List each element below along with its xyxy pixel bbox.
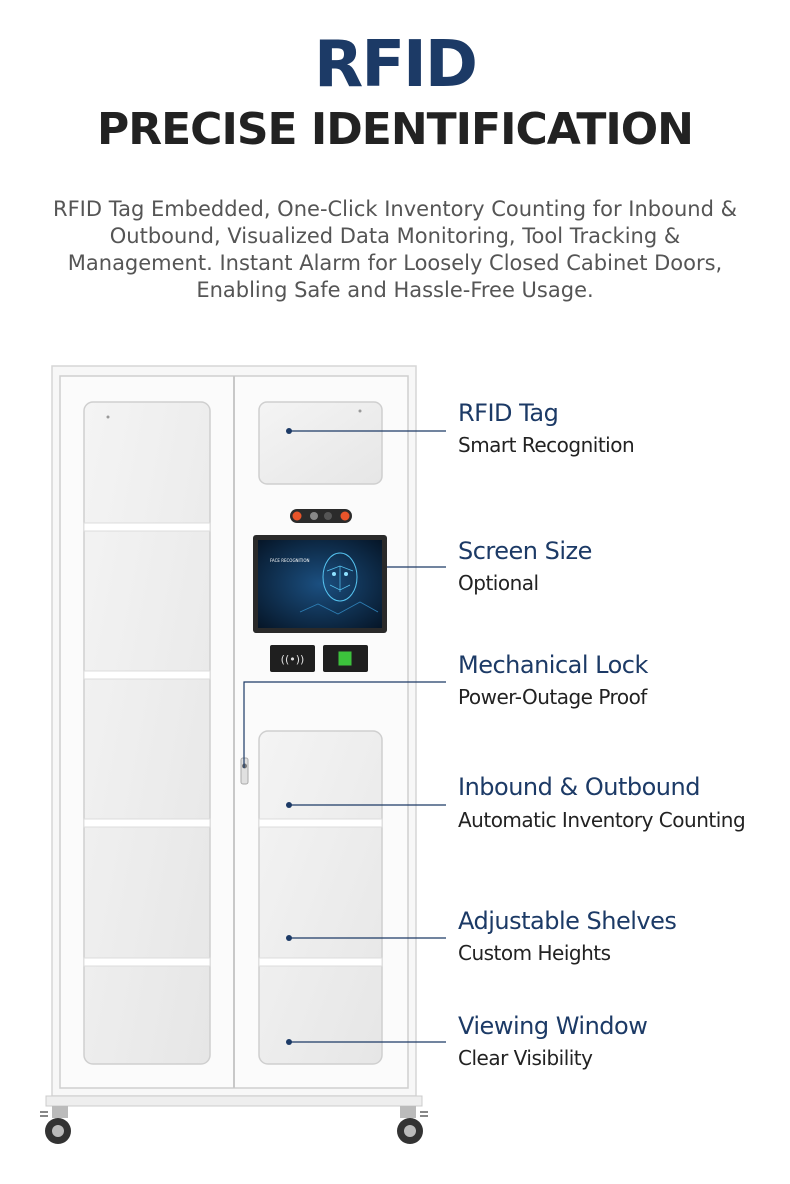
feature-title-mechanical-lock: Mechanical Lock [458, 651, 648, 679]
feature-title-screen-size: Screen Size [458, 537, 592, 565]
left-shelf [84, 523, 210, 531]
feature-title-rfid-tag: RFID Tag [458, 399, 559, 427]
feature-subtitle-mechanical-lock: Power-Outage Proof [458, 685, 647, 709]
caster-wheel-icon [40, 1106, 71, 1144]
feature-subtitle-screen-size: Optional [458, 571, 539, 595]
left-shelf [84, 671, 210, 679]
feature-subtitle-adjustable-shelves: Custom Heights [458, 941, 611, 965]
description-line: Outbound, Visualized Data Monitoring, Tool Tracking & [109, 224, 681, 248]
camera-icon [324, 512, 332, 520]
callout-dot-icon [286, 802, 292, 808]
callout-dot-icon [286, 935, 292, 941]
right-lower-door [259, 731, 382, 1064]
callout-dot-icon [286, 428, 292, 434]
screw-icon [107, 416, 110, 419]
rfid-tag-window [259, 402, 382, 484]
feature-title-viewing-window: Viewing Window [458, 1012, 648, 1040]
indicator-light-icon [341, 512, 350, 521]
feature-subtitle-viewing-window: Clear Visibility [458, 1046, 593, 1070]
feature-subtitle-rfid-tag: Smart Recognition [458, 433, 635, 457]
right-door-window [259, 731, 382, 1064]
description-line: RFID Tag Embedded, One-Click Inventory Counting for Inbound & [53, 197, 737, 221]
touch-screen [258, 540, 382, 628]
right-shelf [259, 958, 382, 966]
nfc-icon: ((•)) [280, 653, 305, 666]
caster-wheel-icon [397, 1106, 428, 1144]
headline: PRECISE IDENTIFICATION [96, 104, 694, 155]
left-shelf [84, 819, 210, 827]
description-line: Management. Instant Alarm for Loosely Closed Cabinet Doors, [67, 251, 723, 275]
fingerprint-icon [338, 651, 352, 666]
feature-subtitle-inbound-outbound: Automatic Inventory Counting [458, 808, 746, 832]
screw-icon [359, 410, 362, 413]
right-shelf [259, 819, 382, 827]
left-door [84, 402, 210, 1064]
feature-title-inbound-outbound: Inbound & Outbound [458, 773, 700, 801]
brand-title: RFID [314, 28, 476, 102]
indicator-light-icon [293, 512, 302, 521]
left-shelf [84, 958, 210, 966]
camera-icon [310, 512, 318, 520]
description-line: Enabling Safe and Hassle-Free Usage. [196, 278, 594, 302]
feature-title-adjustable-shelves: Adjustable Shelves [458, 907, 677, 935]
cabinet-base [46, 1096, 422, 1106]
callout-dot-icon [286, 1039, 292, 1045]
screen-text: FACE RECOGNITION [270, 558, 310, 563]
